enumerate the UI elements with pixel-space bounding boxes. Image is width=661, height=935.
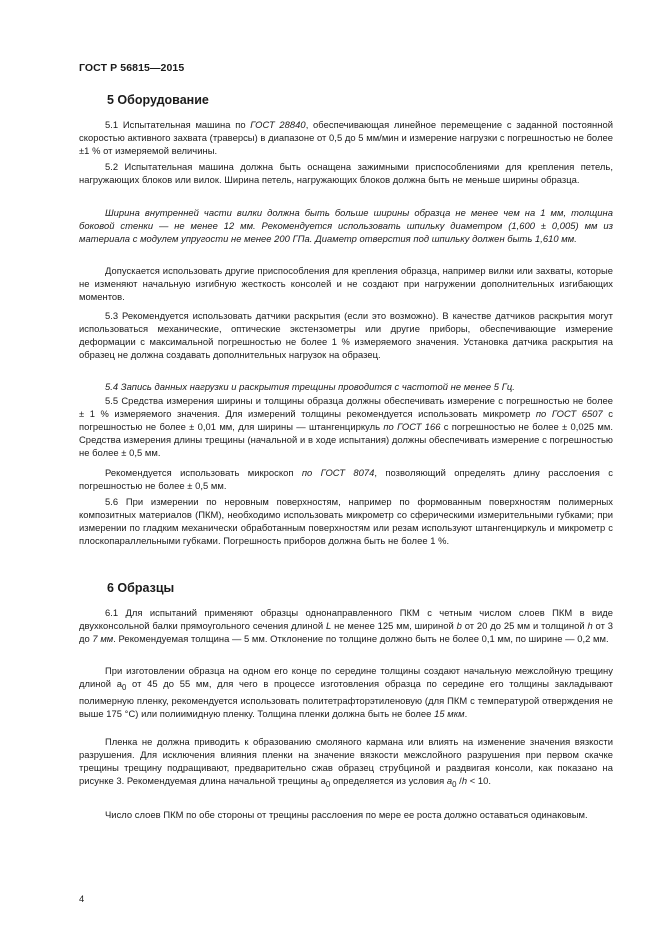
paragraph-5-2-note: Ширина внутренней части вилки должна быть больше ширины образца не менее чем на 1 мм, толщина боковой стенки — не менее 12 мм. Рекомендуется использовать шпильку диаметром (1,600 ± 0,005) мм из материала с модулем упругости не менее 200 ГПа. Диаметр отверстия под шпильку должен быть 1,610 мм. bbox=[79, 207, 613, 244]
paragraph-6-1: 6.1 Для испытаний применяют образцы однонаправленного ПКМ с четным числом слоев ПКМ в виде двухконсольной балки прямоугольного сечения длиной L не менее 125 мм, шириной b от 20 до 25 мм и толщиной h от 3 до 7 мм. Рекомендуемая толщина — 5 мм. Отклонение по толщине должно быть не более 0,1 мм, по ширине — 0,2 мм. bbox=[79, 607, 613, 644]
paragraph-6-1-layers: Число слоев ПКМ по обе стороны от трещины расслоения по мере ее роста должно оставаться одинаковым. bbox=[105, 809, 588, 820]
paragraph-5-2: 5.2 Испытательная машина должна быть оснащена зажимными приспособлениями для крепления петель, нагружающих блоков или вилок. Ширина петель, нагружающих блоков должна быть не меньше ширины образца. bbox=[79, 161, 613, 185]
paragraph-6-1-film: Пленка не должна приводить к образованию смоляного кармана или влиять на изменение значения вязкости разрушения. Для исключения влияния пленки на значение вязкости межслойного разрушения при первом скачке трещины трещину подращивают, предварительно сжав образец струбциной и раздвигая консоли, как показано на рисунке 3. Рекомендуемая длина начальной трещины $a_0$ определяется из условия $a_0$ /h < 10. bbox=[79, 736, 613, 789]
paragraph-5-1: 5.1 Испытательная машина по ГОСТ 28840, обеспечивающая линейное перемещение с заданной постоянной скоростью активного захвата (траверсы) в диапазоне от 0,5 до 5 мм/мин и измерение нагрузки с погрешностью не более ±1 % от измеряемой величины. bbox=[79, 119, 613, 156]
paragraph-5-3: 5.3 Рекомендуется использовать датчики раскрытия (если это возможно). В качестве датчиков раскрытия могут использоваться механические, оптические экстензометры или другие приборы, обеспечивающие измерение деформации с максимальной погрешностью не более 1 % измеряемого значения. Установка датчика раскрытия на образец не должна создавать дополнительных нагрузок на образец. bbox=[79, 310, 613, 360]
section-5-title: 5 Оборудование bbox=[107, 93, 209, 107]
ref-gost-6507: по ГОСТ 6507 bbox=[535, 408, 603, 419]
document-header: ГОСТ Р 56815—2015 bbox=[79, 62, 185, 74]
paragraph-5-5-microscope: Рекомендуется использовать микроскоп по ГОСТ 8074, позволяющий определять длину расслоения с погрешностью не более ± 0,5 мм. bbox=[79, 467, 613, 491]
paragraph-5-4: 5.4 Запись данных нагрузки и раскрытия трещины проводится с частотой не менее 5 Гц. bbox=[105, 381, 515, 392]
paragraph-6-1-crack: При изготовлении образца на одном его конце по середине толщины создают начальную межслойную трещину длиной $a_0$ от 45 до 55 мм, для чего в процессе изготовления образца по середине его толщины закладывают полимерную пленку, рекомендуется использовать политетрафторэтиленовую (для ПКМ с температурой отверждения не выше 175 °С) или полиимидную пленку. Толщина пленки должна быть не более 15 мкм. bbox=[79, 665, 613, 719]
ref-gost-8074: по ГОСТ 8074 bbox=[301, 467, 375, 478]
ref-gost-166: по ГОСТ 166 bbox=[383, 421, 441, 432]
paragraph-5-6: 5.6 При измерении по неровным поверхностям, например по формованным поверхностям полимерных композитных материалов (ПКМ), необходимо использовать микрометр со сферическими измерительными губками; при измерении по гладким механически обработанным поверхностям или резам используют штангенциркуль и микрометр с плоскопараллельными губками. Погрешность приборов должна быть не более 1 %. bbox=[79, 496, 613, 546]
page-number: 4 bbox=[79, 893, 85, 904]
section-6-title: 6 Образцы bbox=[107, 581, 175, 595]
paragraph-5-2-extra: Допускается использовать другие приспособления для крепления образца, например вилки или захваты, которые не изменяют начальную изгибную жесткость консолей и не создают при нагружении дополнительных изгибающих моментов. bbox=[79, 265, 613, 302]
ref-gost-28840: ГОСТ 28840 bbox=[250, 119, 306, 130]
paragraph-5-5: 5.5 Средства измерения ширины и толщины образца должны обеспечивать измерение с погрешностью не более ± 1 % измеряемого значения. Для измерений толщины рекомендуется использовать микрометр по ГОСТ 6507 с погрешностью не более ± 0,01 мм, для ширины — штангенциркуль по ГОСТ 166 с погрешностью не более ± 0,025 мм. Средства измерения длины трещины (начальной и в ходе испытания) должны обеспечивать измерение с погрешностью не более ± 0,5 мм. bbox=[79, 395, 613, 458]
